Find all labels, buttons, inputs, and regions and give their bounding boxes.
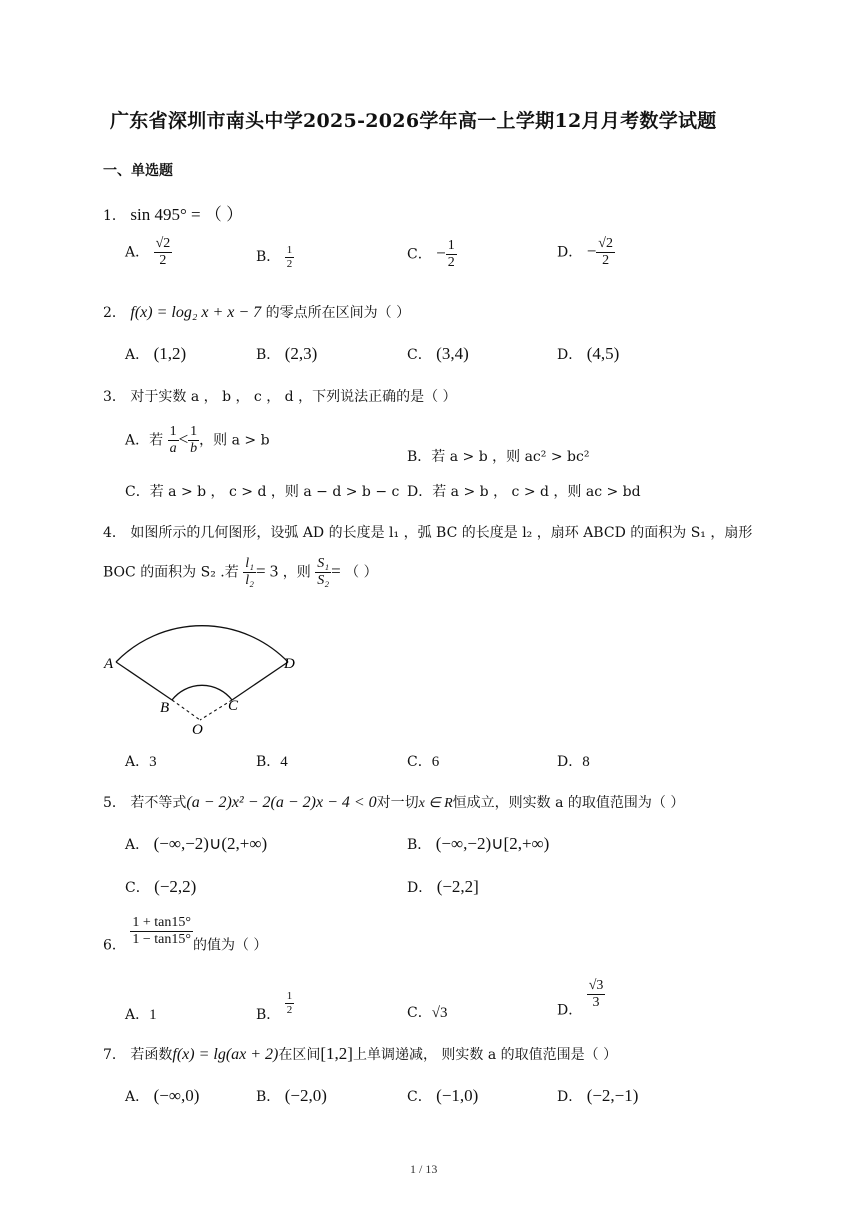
option-c: C．6 <box>407 754 440 770</box>
option-d: D． − $\frac{√2}{2}$ <box>557 236 613 269</box>
question-7: 7． 若函数f(x) = lg(ax + 2)在区间[1,2]上单调递减， 则实数 a 的取值范围是（ ） <box>103 1044 618 1063</box>
fraction: $\frac{\text{S₁}}{\text{S₂}}$ <box>317 556 330 589</box>
option-c: C． − $\frac{1}{2}$ <box>407 238 455 271</box>
formula: f(x) = lg(ax + 2) <box>172 1046 279 1063</box>
question-number: 5． <box>103 795 126 811</box>
question-3 <box>103 386 457 406</box>
question-stem: sin 495° = （ ） <box>130 205 244 224</box>
formula: f(x) = log₂ x + x − 7 <box>130 304 262 321</box>
option-b: B． $\frac{1}{2}$ <box>256 990 293 1024</box>
segment-bo <box>172 700 200 720</box>
segment-ab <box>116 662 172 700</box>
arc-bc <box>172 685 232 700</box>
section-heading: 一、单选题 <box>103 163 173 179</box>
page-title: 广东省深圳市南头中学2025-2026学年高一上学期12月月考数学试题 <box>110 110 717 132</box>
option-b: B． (2,3) <box>256 344 318 363</box>
fraction: $\frac{1 + \tan 15^\circ}{1 - \tan 15^\circ}$ <box>132 915 191 948</box>
fraction: $\frac{√2}{2}$ <box>598 236 613 269</box>
question-1 <box>103 200 243 225</box>
option-label: D． <box>557 244 583 261</box>
question-5: 5． 若不等式(a − 2)x² − 2(a − 2)x − 4 < 0对一切x ∈ R恒成立，则实数 a 的取值范围为（ ） <box>103 794 685 811</box>
question-stem: 的零点所在区间为（ ） <box>265 305 411 321</box>
option-label: B． <box>256 249 281 266</box>
arc-ad <box>116 626 288 662</box>
fraction: $\frac{1}{a}$ <box>169 424 177 457</box>
option-c: C．√3 <box>407 1005 448 1021</box>
question-4 <box>103 522 752 542</box>
option-a: A．3 <box>125 754 157 770</box>
option-b <box>256 244 294 270</box>
fraction: $\frac{1}{2}$ <box>447 238 455 271</box>
option-c: C． (3,4) <box>407 344 469 363</box>
question-4-line2: BOC 的面积为 S₂ .若 $\frac{\text{l₁}}{\text{l₂}}$ = 3 ，则 $\frac{\text{S₁}}{\text{S₂}}$ = （ ） <box>103 556 378 589</box>
option-label: C． <box>407 246 432 263</box>
option-a: A． (−∞,0) <box>125 1086 200 1105</box>
sector-figure <box>98 612 318 742</box>
option-a: A． (1,2) <box>125 344 187 363</box>
option-a: A． (−∞,−2)∪(2,+∞) <box>125 834 268 853</box>
question-stem: 如图所示的几何图形，设弧 AD 的长度是 l₁ ，弧 BC 的长度是 l₂ ，扇环 ABCD 的面积为 S₁ ，扇形 <box>130 525 753 541</box>
label-d: D <box>284 656 295 672</box>
page-number: 1 / 13 <box>410 1162 438 1176</box>
option-d: D． (−2,−1) <box>557 1086 639 1105</box>
option-label: A． <box>125 244 150 261</box>
fraction: $\frac{1}{b}$ <box>190 424 198 457</box>
option-d: D． $\frac{√3}{3}$ <box>557 978 604 1019</box>
label-b: B <box>160 700 170 716</box>
option-d: D． (4,5) <box>557 344 620 363</box>
option-a: A．若 $\frac{1}{a}$ < $\frac{1}{b}$ ，则 a > b <box>125 424 270 457</box>
fraction: $\frac{1}{2}$ <box>286 244 293 270</box>
option-b: B．4 <box>256 754 288 770</box>
option-d: D．8 <box>557 754 590 770</box>
option-b: B． (−2,0) <box>256 1086 327 1105</box>
segment-dc <box>232 662 288 700</box>
question-stem: 对于实数 a ， b ， c ， d ，下列说法正确的是（ ） <box>130 389 457 405</box>
option-c: C． (−1,0) <box>407 1086 479 1105</box>
formula: (a − 2)x² − 2(a − 2)x − 4 < 0 <box>186 794 377 811</box>
question-number: 2． <box>103 305 126 321</box>
question-6 <box>103 915 267 955</box>
fraction: $\frac{1}{2}$ <box>286 990 293 1016</box>
question-number: 4． <box>103 525 126 541</box>
option-a: A．1 <box>125 1007 157 1023</box>
label-a: A <box>104 656 114 672</box>
option-d: D． (−2,2] <box>407 877 479 896</box>
question-number: 7． <box>103 1047 126 1063</box>
fraction: $\frac{\text{l₁}}{\text{l₂}}$ <box>245 556 254 589</box>
label-o: O <box>192 722 203 738</box>
option-a <box>125 236 172 269</box>
question-number: 1． <box>103 208 126 224</box>
fraction: $\frac{√2}{2}$ <box>155 236 171 269</box>
option-b: B． (−∞,−2)∪[2,+∞) <box>407 834 550 853</box>
option-d: D．若 a > b ， c > d ，则 ac > bd <box>407 484 641 500</box>
fraction: $\frac{√3}{3}$ <box>588 978 604 1011</box>
question-number: 6． <box>103 937 126 954</box>
question-2 <box>103 302 410 322</box>
question-stem: 的值为（ ） <box>192 937 268 954</box>
label-c: C <box>228 698 239 714</box>
option-c: C．若 a > b ， c > d ，则 a − d > b − c <box>125 484 400 500</box>
question-number: 3． <box>103 389 126 405</box>
option-c: C． (−2,2) <box>125 877 197 896</box>
option-b: B．若 a > b ，则 ac² > bc² <box>407 449 590 465</box>
